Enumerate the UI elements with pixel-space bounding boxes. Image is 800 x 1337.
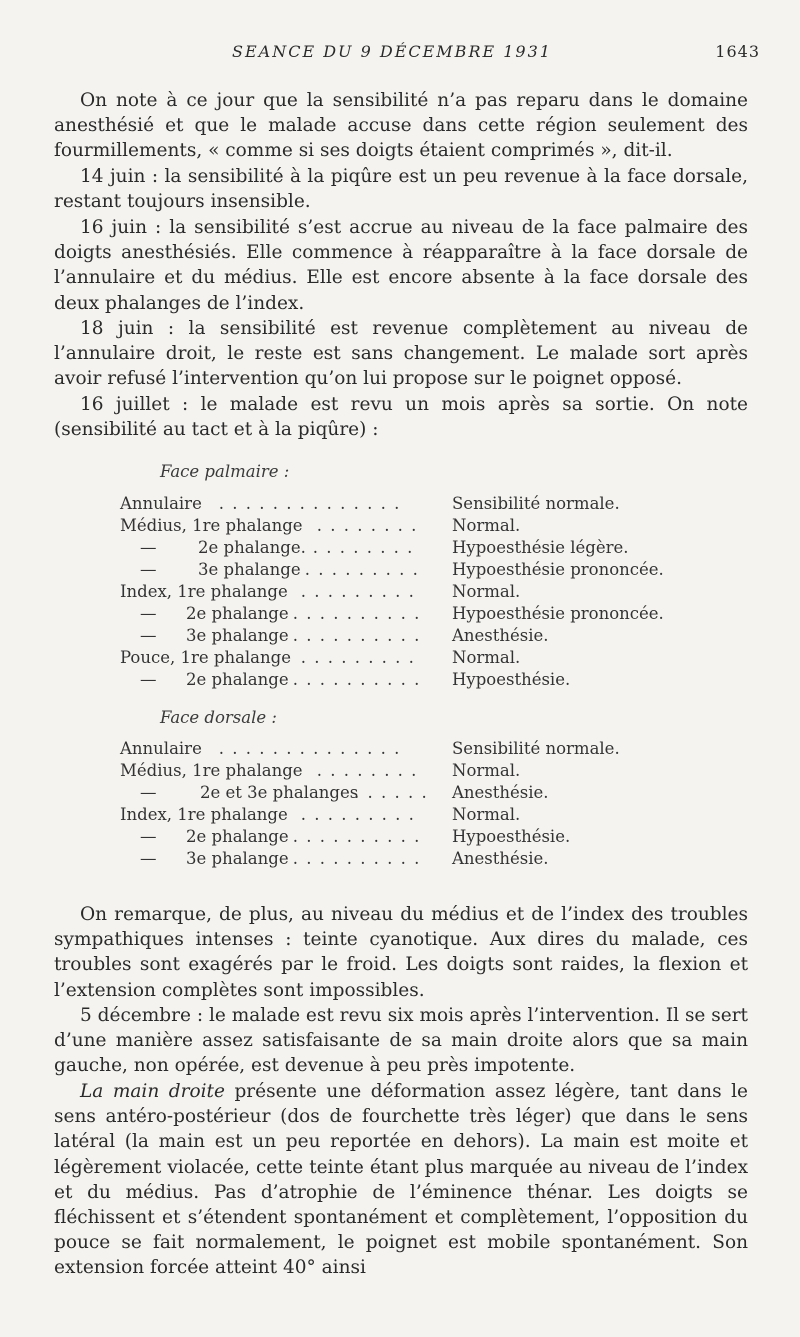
page-number: 1643	[715, 42, 760, 61]
row-label: Pouce, 1re phalange	[120, 648, 291, 667]
table-row	[120, 647, 680, 669]
paragraph: On remarque, de plus, au niveau du médius et de l’index des troubles sympathiques intenses : teinte cyanotique. Aux dires du malade, ces troubles sont exagérés par le froid. Les doigts sont raides, la flexion et l’extension complètes sont impossibles.	[54, 904, 748, 1001]
row-dash: —	[140, 560, 157, 579]
row-leader-dots: . . . . . . . . .	[294, 582, 416, 601]
row-dash: —	[140, 849, 157, 868]
row-value: Normal.	[452, 516, 521, 535]
paragraph-text: présente une déformation assez légère, tant dans le sens antéro-postérieur (dos de fourchette très léger) que dans le sens latéral (la main est un peu reportée en dehors). La main est moite et légèrement violacée, cette teinte étant plus marquée au niveau de l’index et du médius. Pas d’atrophie de l’éminence thénar. Les doigts se fléchissent et s’étendent spontanément et complètement, l’opposition du pouce se fait normalement, le poignet est mobile spontanément. Son extension forcée atteint 40° ainsi	[54, 1081, 748, 1279]
row-leader-dots: . . . . . .	[354, 783, 429, 802]
row-value: Hypoesthésie prononcée.	[452, 604, 664, 623]
row-leader-dots: . . . . . . . .	[306, 538, 414, 557]
table-row	[120, 493, 680, 515]
row-value: Hypoesthésie prononcée.	[452, 560, 664, 579]
paragraph: 14 juin : la sensibilité à la piqûre est un peu revenue à la face dorsale, restant toujours insensible.	[54, 166, 748, 213]
row-leader-dots: . . . . . . . . .	[294, 805, 416, 824]
row-value: Normal.	[452, 805, 521, 824]
row-value: Hypoesthésie.	[452, 670, 571, 689]
row-label: 2e phalange	[186, 827, 289, 846]
table-row	[120, 760, 680, 782]
row-leader-dots: . . . . . . . . . .	[286, 849, 421, 868]
paragraph: On note à ce jour que la sensibilité n’a pas reparu dans le domaine anesthésié et que le malade accuse dans cette région seulement des fourmillements, « comme si ses doigts étaient comprimés », dit-il.	[54, 90, 748, 162]
row-leader-dots: . . . . . . . .	[310, 516, 418, 535]
table-row	[120, 625, 680, 647]
row-value: Sensibilité normale.	[452, 494, 620, 513]
row-value: Normal.	[452, 648, 521, 667]
paragraph	[54, 1079, 748, 1281]
table-row	[120, 826, 680, 848]
table-row	[120, 537, 680, 559]
row-label: 3e phalange	[186, 849, 289, 868]
row-leader-dots: . . . . . . . .	[310, 761, 418, 780]
row-value: Normal.	[452, 582, 521, 601]
table-row	[120, 848, 680, 870]
row-value: Anesthésie.	[452, 626, 549, 645]
row-leader-dots: . . . . . . . . . .	[286, 670, 421, 689]
table-row	[120, 804, 680, 826]
section-heading-dorsal: Face dorsale :	[160, 708, 277, 727]
running-header	[0, 42, 800, 70]
row-value: Hypoesthésie légère.	[452, 538, 629, 557]
row-leader-dots: . . . . . . . . . .	[286, 626, 421, 645]
row-leader-dots: . . . . . . . . .	[294, 648, 416, 667]
row-value: Anesthésie.	[452, 783, 549, 802]
row-label: Index, 1re phalange	[120, 805, 288, 824]
row-label: Médius, 1re phalange	[120, 516, 303, 535]
row-label: 2e phalange	[186, 670, 289, 689]
row-value: Sensibilité normale.	[452, 739, 620, 758]
paragraph: 5 décembre : le malade est revu six mois après l’intervention. Il se sert d’une manière assez satisfaisante de sa main droite alors que sa main gauche, non opérée, est devenue à peu près impotente.	[54, 1005, 748, 1077]
paragraph: 16 juin : la sensibilité s’est accrue au niveau de la face palmaire des doigts anesthésiés. Elle commence à réapparaître à la face dorsale de l’annulaire et du médius. Elle est encore absente à la face dorsale des deux phalanges de l’index.	[54, 217, 748, 314]
row-dash: —	[140, 827, 157, 846]
row-leader-dots: . . . . . . . . . . . . . .	[212, 494, 401, 513]
row-dash: —	[140, 783, 157, 802]
row-label: Annulaire	[120, 494, 202, 513]
table-row	[120, 738, 680, 760]
header-title: SEANCE DU 9 DÉCEMBRE 1931	[232, 42, 552, 61]
row-label: 2e et 3e phalanges	[200, 783, 359, 802]
row-label: 3e phalange	[198, 560, 301, 579]
row-label: 2e phalange	[186, 604, 289, 623]
row-value: Anesthésie.	[452, 849, 549, 868]
table-row	[120, 581, 680, 603]
table-row	[120, 669, 680, 691]
row-value: Hypoesthésie.	[452, 827, 571, 846]
section-heading-palmar: Face palmaire :	[160, 462, 290, 481]
row-label: Index, 1re phalange	[120, 582, 288, 601]
italic-lead: La main droite	[80, 1081, 225, 1102]
row-dash: —	[140, 604, 157, 623]
row-label: 3e phalange	[186, 626, 289, 645]
table-row	[120, 782, 680, 804]
row-label: 2e phalange.	[198, 538, 306, 557]
table-row	[120, 515, 680, 537]
paragraph: 18 juin : la sensibilité est revenue complètement au niveau de l’annulaire droit, le reste est sans changement. Le malade sort après avoir refusé l’intervention qu’on lui propose sur le poignet opposé.	[54, 318, 748, 390]
row-leader-dots: . . . . . . . . . .	[286, 604, 421, 623]
row-dash: —	[140, 538, 157, 557]
row-leader-dots: . . . . . . . . . .	[286, 827, 421, 846]
paragraph: 16 juillet : le malade est revu un mois après sa sortie. On note (sensibilité au tact et à la piqûre) :	[54, 394, 748, 441]
row-leader-dots: . . . . . . . . . . . . . .	[212, 739, 401, 758]
row-label: Annulaire	[120, 739, 202, 758]
row-leader-dots: . . . . . . . . .	[298, 560, 420, 579]
row-dash: —	[140, 670, 157, 689]
row-label: Médius, 1re phalange	[120, 761, 303, 780]
row-dash: —	[140, 626, 157, 645]
table-row	[120, 559, 680, 581]
row-value: Normal.	[452, 761, 521, 780]
table-row	[120, 603, 680, 625]
